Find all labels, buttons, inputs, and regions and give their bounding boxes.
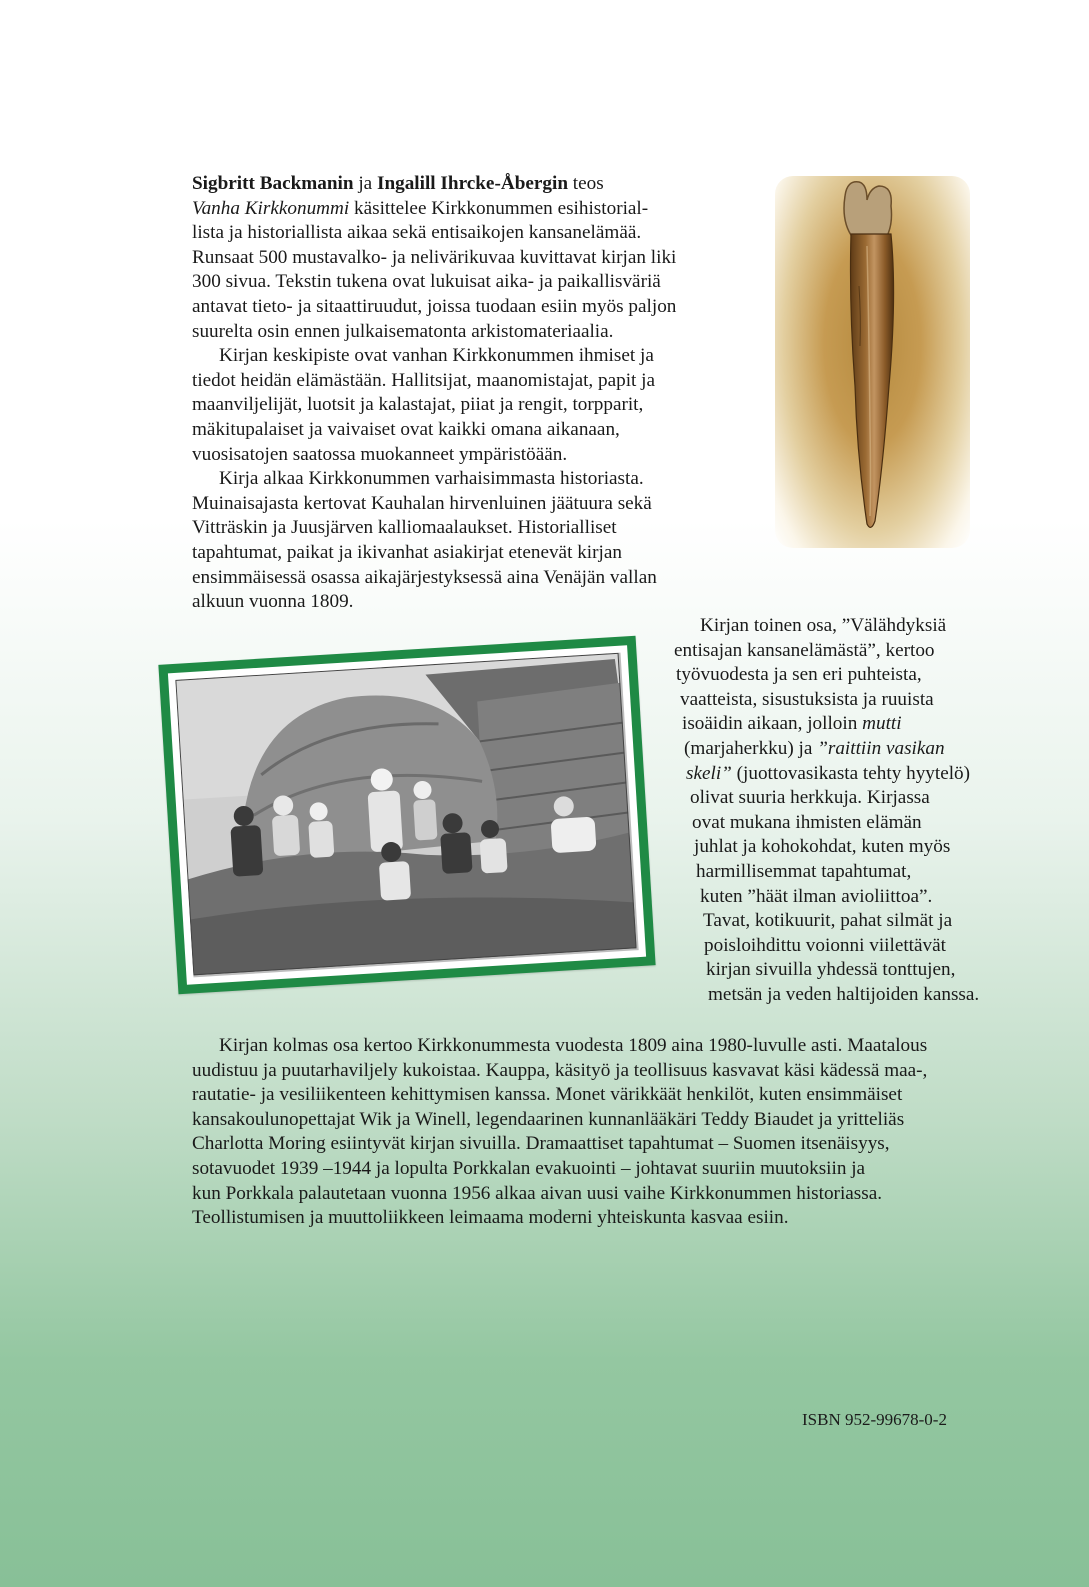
intro-p1-line: 300 sivua. Tekstin tukena ovat lukuisat aika- ja paikallisväriä [192, 271, 661, 293]
part-three-text [192, 1034, 1042, 1231]
part-two-text: Kirjan toinen osa, ”Välähdyksiä entisajan kansanelämästä”, kertoo työvuodesta ja sen eri puhteista, vaatteista, sisustuksista ja ruuista isoäidin aikaan, jolloin mutti (marjaherkku) ja ”raittiin vasikan skeli” (juottovasikasta tehty hyytelö) olivat suuria herkkuja. Kirjassa ovat mukana ihmisten elämän juhlat ja kohokohdat, kuten myös harmillisemmat tapahtumat, kuten ”häät ilman avioliittoa”. Tavat, kotikuurit, pahat silmät ja poisloihdittu voionni viilettävät kirjan sivuilla yhdessä tonttujen, metsän ja veden haltijoiden kanssa. [674, 615, 980, 1005]
intro-p3-line: alkuun vuonna 1809. [192, 591, 354, 613]
artifact-drawing [775, 176, 970, 548]
intro-p1-line: Runsaat 500 mustavalko- ja nelivärikuvaa kuvittavat kirjan liki [192, 246, 677, 268]
intro-p3-line: ensimmäisessä osassa aikajärjestyksessä aina Venäjän vallan [192, 566, 657, 588]
intro-p2-line: mäkitupalaiset ja vaivaiset ovat kaikki omana aikanaan, [192, 418, 620, 440]
part3-line: kansakoulunopettajat Wik ja Winell, legendaarinen kunnanlääkäri Teddy Biaudet ja yritteliäs [192, 1108, 905, 1130]
framed-photo [158, 636, 655, 995]
intro-p3-line: Muinaisajasta kertovat Kauhalan hirvenluinen jäätuura sekä [192, 492, 652, 514]
part3-line: rautatie- ja vesiliikenteen kehittymisen kanssa. Monet värikkäät henkilöt, kuten ensimmäiset [192, 1084, 903, 1106]
part3-line: Kirjan kolmas osa kertoo Kirkkonummesta vuodesta 1809 aina 1980-luvulle asti. Maatalous [219, 1035, 928, 1056]
author-1: Sigbritt Backmanin [192, 173, 354, 194]
book-title: Vanha Kirkkonummi [192, 197, 350, 219]
ice-pick-artifact-image [775, 176, 970, 548]
photo-drawing [175, 653, 636, 976]
intro-p1-line: lista ja historiallista aikaa sekä entisaikojen kansanelämää. [192, 222, 642, 244]
intro-p1-line: suurelta osin ennen julkaisematonta arkistomateriaalia. [192, 320, 614, 342]
intro-p3-line: Vitträskin ja Juusjärven kalliomaalaukset. Historialliset [192, 517, 617, 539]
part3-line: Teollistumisen ja muuttoliikkeen leimaama moderni yhteiskunta kasvaa esiin. [192, 1207, 789, 1229]
intro-p2-line: vuosisatojen saatossa muokanneet ympäristöään. [192, 443, 568, 465]
isbn-number: ISBN 952-99678-0-2 [802, 1410, 947, 1429]
intro-first-line: Sigbritt Backmanin ja Ingalill Ihrcke-Åbergin teos [192, 173, 604, 194]
intro-p3-line: tapahtumat, paikat ja ikivanhat asiakirjat etenevät kirjan [192, 541, 622, 563]
intro-p3-line: Kirja alkaa Kirkkonummen varhaisimmasta historiasta. [219, 468, 644, 490]
part3-line: kun Porkkala palautetaan vuonna 1956 alkaa aivan uusi vaihe Kirkkonummen historiassa. [192, 1182, 883, 1204]
intro-p2-line: Kirjan keskipiste ovat vanhan Kirkkonummen ihmiset ja [219, 345, 654, 367]
intro-p1-line: antavat tieto- ja sitaattiruudut, joissa tuodaan esiin myös paljon [192, 295, 677, 317]
part3-line: sotavuodet 1939 –1944 ja lopulta Porkkalan evakuointi – johtavat suuriin muutoksiin ja [192, 1157, 866, 1179]
intro-text [192, 172, 762, 615]
author-2: Ingalill Ihrcke-Åbergin [376, 173, 568, 194]
part3-line: uudistuu ja puutarhaviljely kukoistaa. Kauppa, käsityö ja teollisuus kasvavat käsi kädessä maa-, [192, 1059, 928, 1081]
intro-second-line: Vanha Kirkkonummi käsittelee Kirkkonummen esihistorial- [192, 197, 649, 219]
intro-p2-line: tiedot heidän elämästään. Hallitsijat, maanomistajat, papit ja [192, 369, 656, 391]
intro-p2-line: maanviljelijät, luotsit ja kalastajat, piiat ja rengit, torpparit, [192, 394, 644, 416]
photo-mat [168, 645, 646, 985]
part3-line: Charlotta Moring esiintyvät kirjan sivuilla. Dramaattiset tapahtumat – Suomen itsenäisyys, [192, 1133, 890, 1155]
old-group-photo [175, 653, 638, 978]
